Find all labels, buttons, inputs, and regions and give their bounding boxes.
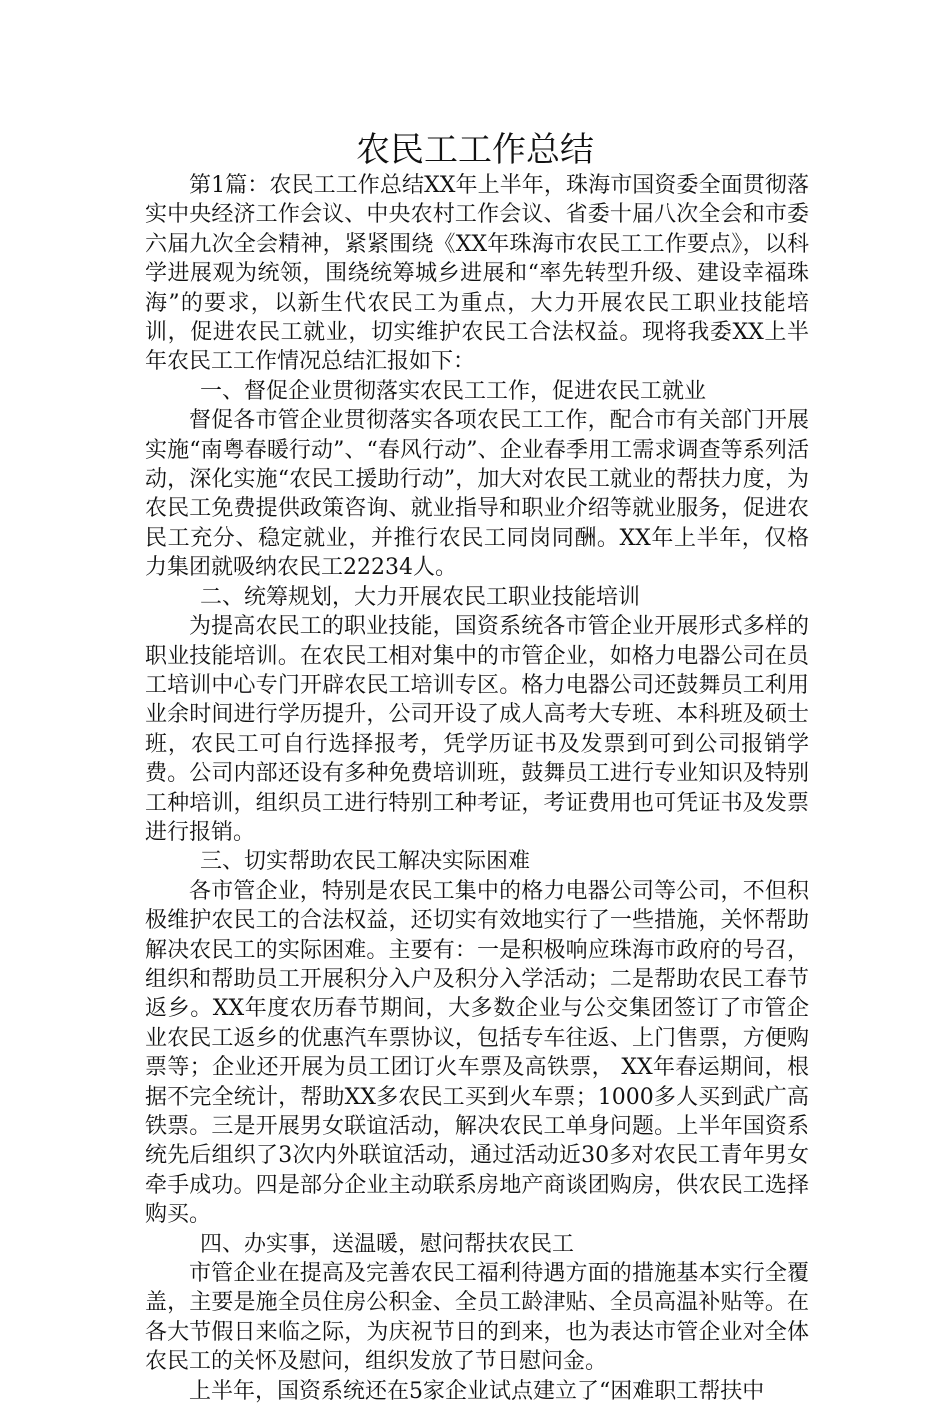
section-heading-4: 四、办实事，送温暖，慰问帮扶农民工: [200, 1231, 575, 1257]
section-heading-1: 一、督促企业贯彻落实农民工工作，促进农民工就业: [200, 378, 707, 404]
document-body: [145, 171, 809, 1406]
closing-paragraph: 上半年，国资系统还在5家企业试点建立了“困难职工帮扶中: [189, 1378, 765, 1404]
section-paragraph-4: 市管企业在提高及完善农民工福利待遇方面的措施基本实行全覆盖，主要是施全员住房公积金、全员工龄津贴、全员高温补贴等。在各大节假日来临之际，为庆祝节日的到来，也为表达市管企业对全体农民工的关怀及慰问，组织发放了节日慰问金。: [145, 1261, 809, 1375]
section-paragraph-2: 为提高农民工的职业技能，国资系统各市管企业开展形式多样的职业技能培训。在农民工相对集中的市管企业，如格力电器公司在员工培训中心专门开辟农民工培训专区。格力电器公司还鼓舞员工利用业余时间进行学历提升，公司开设了成人高考大专班、本科班及硕士班，农民工可自行选择报考，凭学历证书及发票到可到公司报销学费。公司内部还设有多种免费培训班，鼓舞员工进行专业知识及特别工种培训，组织员工进行特别工种考证，考证费用也可凭证书及发票进行报销。: [145, 614, 809, 845]
section-heading-2: 二、统筹规划，大力开展农民工职业技能培训: [200, 584, 641, 610]
document-title: 农民工工作总结: [356, 130, 594, 170]
section-heading-3: 三、切实帮助农民工解决实际困难: [200, 849, 531, 875]
section-paragraph-1: 督促各市管企业贯彻落实各项农民工工作，配合市有关部门开展实施“南粤春暖行动”、“春风行动”、企业春季用工需求调查等系列活动，深化实施“农民工援助行动”，加大对农民工就业的帮扶力度，为农民工免费提供政策咨询、就业指导和职业介绍等就业服务，促进农民工充分、稳定就业，并推行农民工同岗同酬。XX年上半年，仅格力集团就吸纳农民工22234人。: [145, 408, 809, 581]
section-paragraph-3: 各市管企业，特别是农民工集中的格力电器公司等公司，不但积极维护农民工的合法权益，还切实有效地实行了一些措施，关怀帮助解决农民工的实际困难。主要有：一是积极响应珠海市政府的号召，组织和帮助员工开展积分入户及积分入学活动；二是帮助农民工春节返乡。XX年度农历春节期间，大多数企业与公交集团签订了市管企业农民工返乡的优惠汽车票协议，包括专车往返、上门售票，方便购票等；企业还开展为员工团订火车票及高铁票， XX年春运期间，根据不完全统计，帮助XX多农民工买到火车票；1000多人买到武广高铁票。三是开展男女联谊活动，解决农民工单身问题。上半年国资系统先后组织了3次内外联谊活动，通过活动近30多对农民工青年男女牵手成功。四是部分企业主动联系房地产商谈团购房，供农民工选择购买。: [145, 878, 809, 1228]
intro-paragraph: 第1篇：农民工工作总结XX年上半年，珠海市国资委全面贯彻落实中央经济工作会议、中央农村工作会议、省委十届八次全会和市委六届九次全会精神，紧紧围绕《XX年珠海市农民工工作要点》，以科学进展观为统领，围绕统筹城乡进展和“率先转型升级、建设幸福珠海”的要求，以新生代农民工为重点，大力开展农民工职业技能培训，促进农民工就业，切实维护农民工合法权益。现将我委XX上半年农民工工作情况总结汇报如下：: [145, 173, 809, 375]
